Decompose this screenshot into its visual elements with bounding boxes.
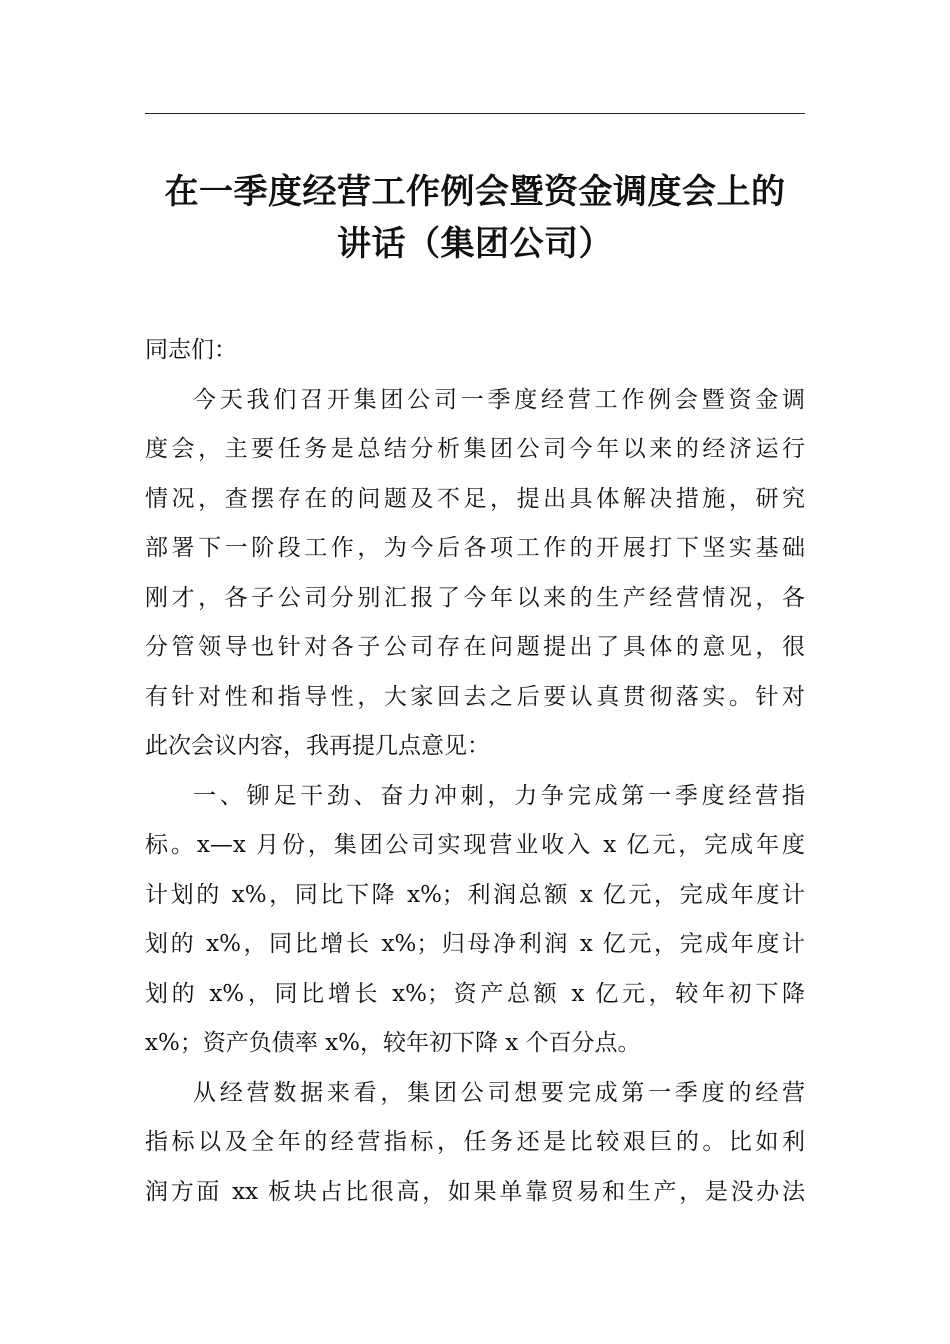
body-line: 计划的 x%，同比下降 x%；利润总额 x 亿元，完成年度计 <box>145 881 805 908</box>
title-line-1: 在一季度经营工作例会暨资金调度会上的 <box>164 172 786 212</box>
body-line: 划的 x%，同比增长 x%；资产总额 x 亿元，较年初下降 <box>145 980 805 1007</box>
header-rule <box>145 113 805 114</box>
document-body <box>145 326 805 1217</box>
body-line: 从经营数据来看，集团公司想要完成第一季度的经营 <box>193 1079 805 1106</box>
body-line: 部署下一阶段工作，为今后各项工作的开展打下坚实基础 <box>145 535 805 561</box>
body-line: 一、铆足干劲、奋力冲刺，力争完成第一季度经营指 <box>193 782 805 809</box>
body-line: 标。x—x 月份，集团公司实现营业收入 x 亿元，完成年度 <box>145 832 805 858</box>
title-line-2: 讲话（集团公司） <box>337 224 613 264</box>
body-line: 同志们： <box>145 337 237 363</box>
body-line: 情况，查摆存在的问题及不足，提出具体解决措施，研究 <box>145 485 805 512</box>
body-line: 润方面 xx 板块占比很高，如果单靠贸易和生产，是没办法 <box>145 1178 805 1205</box>
body-line: x%；资产负债率 x%，较年初下降 x 个百分点。 <box>145 1030 641 1056</box>
body-line: 今天我们召开集团公司一季度经营工作例会暨资金调 <box>193 386 805 413</box>
body-line: 度会，主要任务是总结分析集团公司今年以来的经济运行 <box>145 436 805 462</box>
body-line: 划的 x%，同比增长 x%；归母净利润 x 亿元，完成年度计 <box>145 931 805 957</box>
body-line: 此次会议内容，我再提几点意见： <box>145 733 490 759</box>
body-line: 分管领导也针对各子公司存在问题提出了具体的意见，很 <box>145 634 805 660</box>
body-line: 指标以及全年的经营指标，任务还是比较艰巨的。比如利 <box>145 1129 805 1155</box>
body-line: 刚才，各子公司分别汇报了今年以来的生产经营情况，各 <box>145 584 805 611</box>
body-line: 有针对性和指导性，大家回去之后要认真贯彻落实。针对 <box>145 683 805 710</box>
document-title <box>145 166 805 270</box>
